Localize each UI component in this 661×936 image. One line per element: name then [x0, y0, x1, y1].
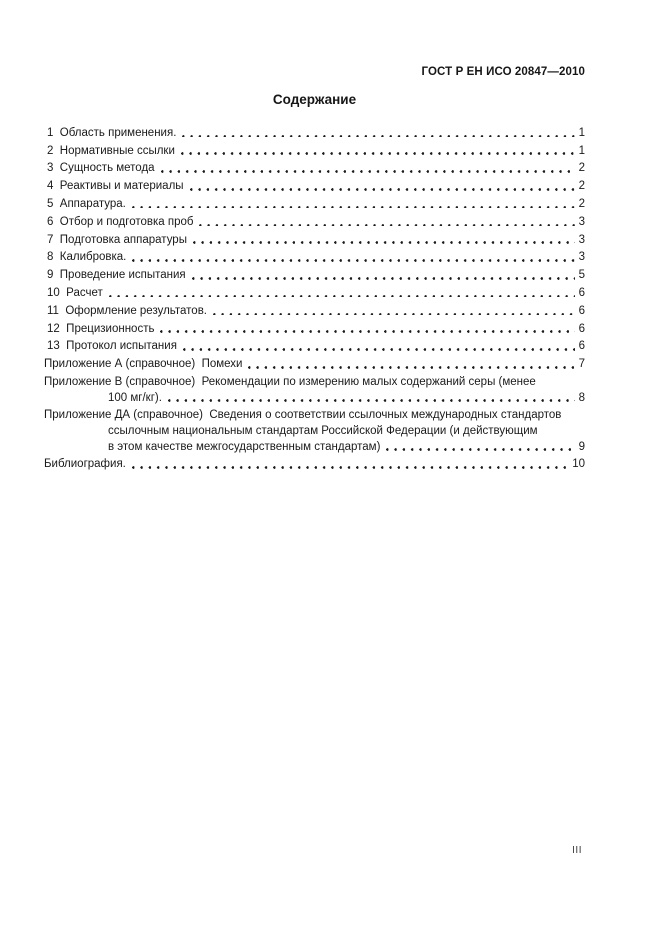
toc-entry-page: 3 — [578, 251, 585, 264]
toc-entry-page: 8 — [578, 391, 585, 404]
dot-leader — [160, 330, 574, 333]
toc-line — [44, 247, 585, 265]
toc-line — [44, 229, 585, 247]
toc-entry-label: 7 Подготовка аппаратуры — [47, 233, 187, 246]
toc-entry-page: 2 — [578, 162, 585, 175]
toc-entry-label: 6 Отбор и подготовка проб — [47, 215, 194, 228]
toc-line — [44, 389, 585, 405]
toc-entry-label: 4 Реактивы и материалы — [47, 180, 184, 193]
document-code: ГОСТ Р ЕН ИСО 20847—2010 — [421, 66, 585, 78]
toc-entry-label: 1 Область применения. — [47, 126, 177, 139]
toc-entry-page: 6 — [578, 322, 585, 335]
dot-leader — [161, 170, 575, 173]
toc-entry-label: 13 Протокол испытания — [47, 340, 177, 353]
toc-line — [44, 282, 585, 300]
toc-list — [44, 122, 585, 471]
toc-line — [44, 438, 585, 454]
toc-entry-label: 12 Прецизионность — [47, 322, 155, 335]
toc-line — [44, 422, 585, 438]
dot-leader — [132, 206, 575, 209]
toc-entry-page: 3 — [578, 233, 585, 246]
dot-leader — [183, 348, 575, 351]
page-title: Содержание — [272, 92, 357, 107]
dot-leader — [109, 295, 575, 298]
toc-line — [44, 300, 585, 318]
toc-entry-label: 10 Расчет — [47, 286, 103, 299]
toc-entry-label: ссылочным национальным стандартам Российской Федерации (и действующим — [108, 424, 538, 437]
toc-line — [44, 211, 585, 229]
toc-entry-page: 1 — [578, 144, 585, 157]
page-number: III — [572, 845, 582, 856]
toc-entry-label: 5 Аппаратура. — [47, 197, 126, 210]
toc-entry-label: в этом качестве межгосударственным стандартам) — [108, 440, 381, 453]
toc-entry-label: 2 Нормативные ссылки — [47, 144, 175, 157]
dot-leader — [132, 259, 574, 262]
toc-entry-page: 6 — [578, 304, 585, 317]
dot-leader — [190, 188, 575, 191]
toc-line — [44, 371, 585, 389]
dot-leader — [168, 399, 575, 402]
toc-line — [44, 175, 585, 193]
toc-line — [44, 353, 585, 371]
dot-leader — [213, 313, 575, 316]
dot-leader — [132, 466, 568, 469]
toc-entry-label: Библиография. — [44, 458, 126, 471]
toc-line — [44, 336, 585, 354]
toc-entry-label: 3 Сущность метода — [47, 162, 155, 175]
dot-leader — [192, 277, 575, 280]
toc-line — [44, 158, 585, 176]
toc-entry-page: 6 — [578, 286, 585, 299]
toc-entry-label: 8 Калибровка. — [47, 251, 127, 264]
dot-leader — [199, 224, 574, 227]
dot-leader — [182, 135, 574, 138]
dot-leader — [181, 152, 575, 155]
toc-entry-label: Приложение А (справочное) Помехи — [44, 358, 243, 371]
toc-entry-label: 11 Оформление результатов. — [47, 304, 208, 317]
toc-entry-page: 2 — [578, 180, 585, 193]
dot-leader — [193, 241, 575, 244]
toc-entry-page: 5 — [578, 269, 585, 282]
dot-leader — [386, 448, 574, 451]
toc-line — [44, 405, 585, 423]
toc-line — [44, 193, 585, 211]
toc-entry-page: 10 — [572, 458, 585, 471]
toc-line — [44, 122, 585, 140]
toc-entry-page: 2 — [578, 197, 585, 210]
toc-line — [44, 454, 585, 472]
toc-entry-page: 7 — [578, 358, 585, 371]
toc-line — [44, 318, 585, 336]
toc-entry-page: 3 — [578, 215, 585, 228]
toc-line — [44, 264, 585, 282]
toc-entry-page: 6 — [578, 340, 585, 353]
toc-entry-page: 9 — [578, 440, 585, 453]
toc-line — [44, 140, 585, 158]
toc-entry-label: 9 Проведение испытания — [47, 269, 186, 282]
dot-leader — [248, 366, 574, 369]
toc-entry-label: Приложение В (справочное) Рекомендации по измерению малых содержаний серы (менее — [44, 375, 536, 388]
toc-entry-label: Приложение ДА (справочное) Сведения о соответствии ссылочных международных стандартов — [44, 409, 562, 422]
toc-entry-label: 100 мг/кг). — [108, 391, 162, 404]
toc-entry-page: 1 — [578, 126, 585, 139]
